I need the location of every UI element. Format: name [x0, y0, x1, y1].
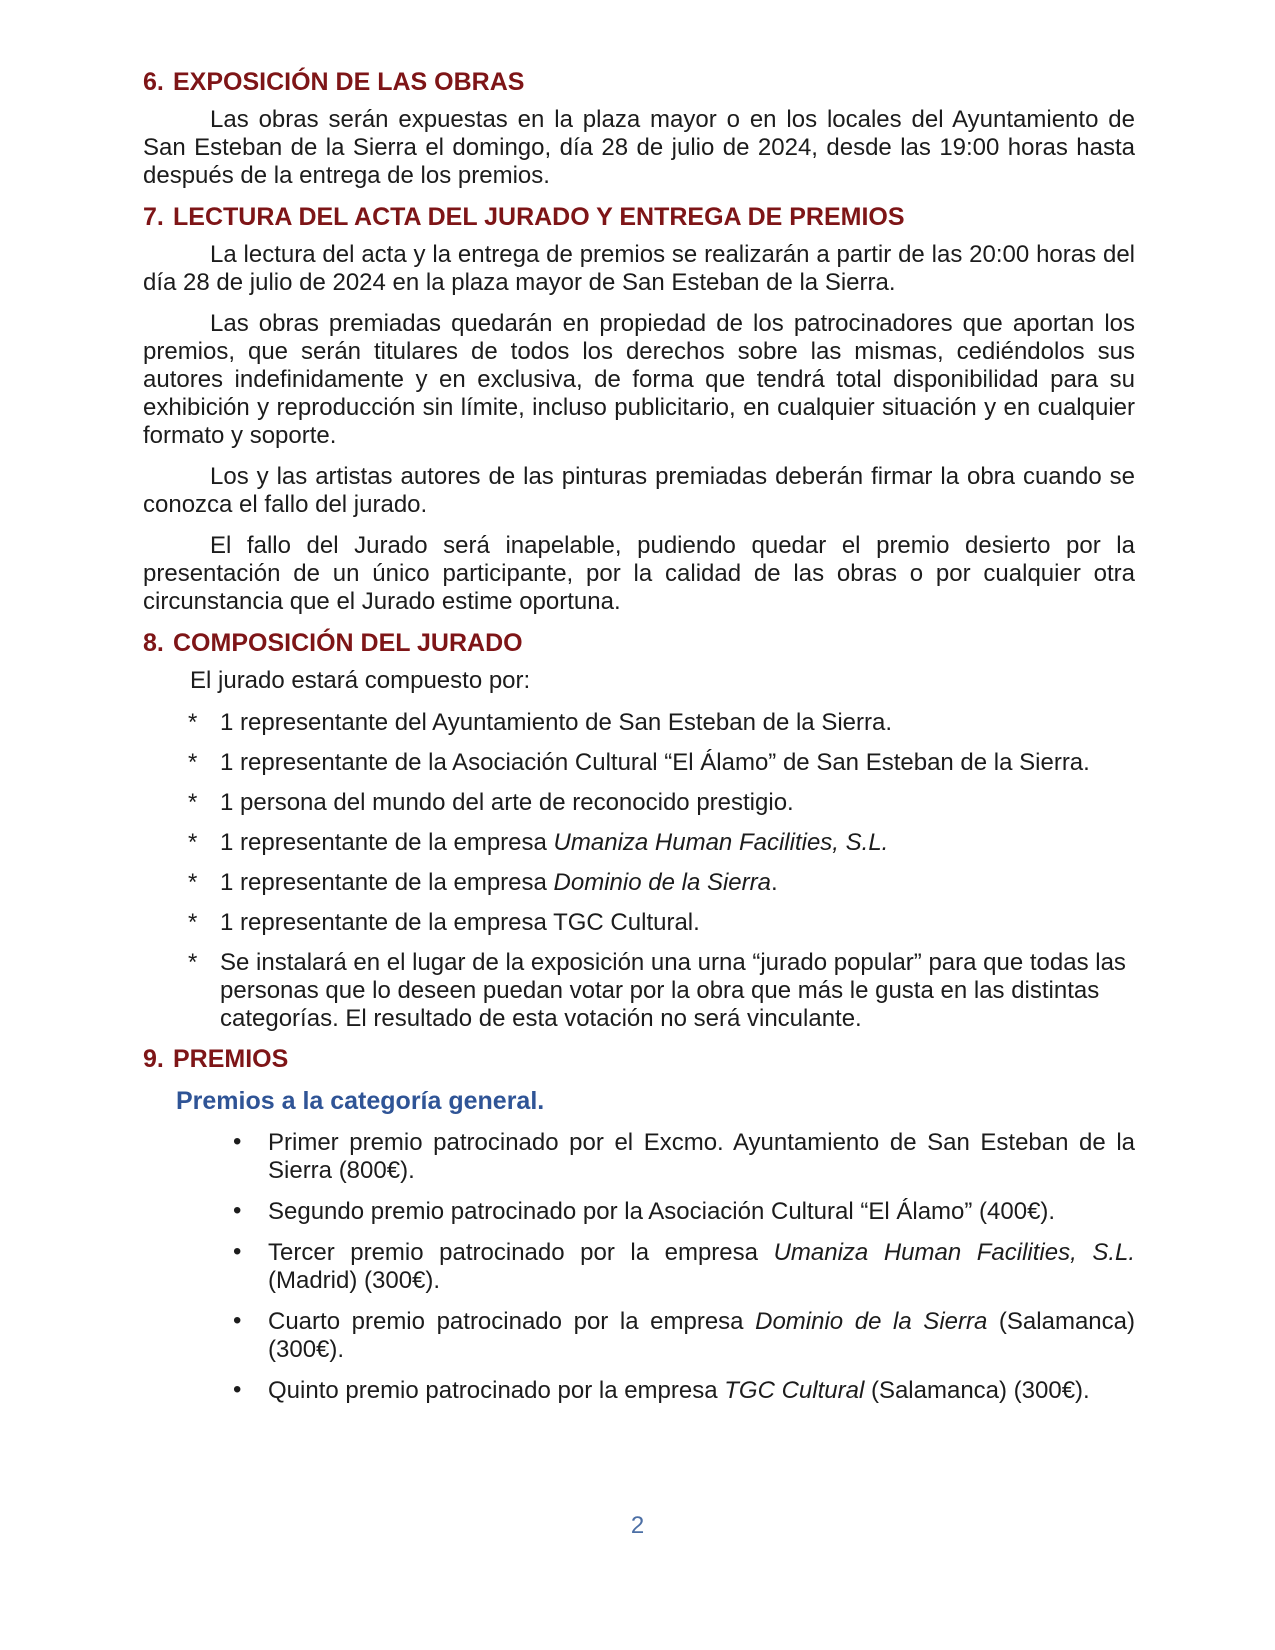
asterisk-bullet: * [188, 789, 198, 816]
jury-list [143, 709, 1135, 1033]
prize-list-item [143, 1308, 1135, 1364]
prize-list-item [143, 1198, 1135, 1226]
page-number: 2 [630, 1512, 645, 1539]
section-7-number: 7. [143, 203, 164, 231]
section-7-title: LECTURA DEL ACTA DEL JURADO Y ENTREGA DE PREMIOS [173, 203, 905, 231]
prize-item-text: Primer premio patrocinado por el Excmo. Ayuntamiento de San Esteban de la Sierra (800€). [268, 1129, 1135, 1184]
jury-item-text: . [770, 869, 778, 896]
asterisk-bullet: * [188, 709, 198, 736]
dot-bullet: • [233, 1376, 242, 1403]
jury-item-text: 1 representante del Ayuntamiento de San Esteban de la Sierra. [220, 709, 893, 736]
section-7-paragraph: El fallo del Jurado será inapelable, pudiendo quedar el premio desierto por la presentación de un único participante, por la calidad de las obras o por cualquier otra circunstancia que el Jurado estime oportuna. [143, 532, 1135, 615]
jury-item-text: 1 representante de la Asociación Cultural “El Álamo” de San Esteban de la Sierra. [220, 749, 1090, 776]
jury-list-item [143, 709, 1135, 737]
section-8-title: COMPOSICIÓN DEL JURADO [173, 629, 523, 657]
dot-bullet: • [233, 1238, 242, 1265]
prize-list-item [143, 1239, 1135, 1295]
jury-list-item [143, 829, 1135, 857]
asterisk-bullet: * [188, 869, 198, 896]
jury-list-item [143, 909, 1135, 937]
dot-bullet: • [233, 1128, 242, 1155]
jury-item-text: 1 representante de la empresa [220, 869, 554, 896]
jury-item-text-italic: Umaniza Human Facilities, S.L. [553, 829, 889, 856]
prizes-general-category-subheading: Premios a la categoría general. [176, 1087, 545, 1115]
prize-item-text: Segundo premio patrocinado por la Asociación Cultural “El Álamo” (400€). [268, 1198, 1056, 1225]
prize-item-text: (Madrid) (300€). [268, 1267, 441, 1294]
prize-list-item [143, 1129, 1135, 1185]
section-6-number: 6. [143, 68, 164, 96]
section-7-heading [143, 203, 1135, 231]
jury-list-item [143, 869, 1135, 897]
dot-bullet: • [233, 1307, 242, 1334]
asterisk-bullet: * [188, 749, 198, 776]
section-7-paragraph: La lectura del acta y la entrega de premios se realizarán a partir de las 20:00 horas del día 28 de julio de 2024 en la plaza mayor de San Esteban de la Sierra. [143, 241, 1135, 296]
section-7-paragraph: Las obras premiadas quedarán en propiedad de los patrocinadores que aportan los premios, que serán titulares de todos los derechos sobre las mismas, cediéndolos sus autores indefinidamente y en exclusiva, de forma que tendrá total disponibilidad para su exhibición y reproducción sin límite, incluso publicitario, en cualquier situación y en cualquier formato y soporte. [143, 310, 1135, 449]
jury-list-item [143, 949, 1135, 1033]
jury-list-item [143, 749, 1135, 777]
section-8-number: 8. [143, 629, 164, 657]
prize-item-text-italic: Umaniza Human Facilities, S.L. [773, 1239, 1136, 1266]
prize-item-text: Tercer premio patrocinado por la empresa [268, 1239, 774, 1266]
section-6-title: EXPOSICIÓN DE LAS OBRAS [173, 68, 525, 96]
prize-item-text: Quinto premio patrocinado por la empresa [268, 1377, 725, 1404]
jury-intro: El jurado estará compuesto por: [190, 667, 531, 694]
jury-list-item [143, 789, 1135, 817]
jury-item-text-italic: Dominio de la Sierra [553, 869, 771, 896]
section-6-paragraph: Las obras serán expuestas en la plaza mayor o en los locales del Ayuntamiento de San Esteban de la Sierra el domingo, día 28 de julio de 2024, desde las 19:00 horas hasta después de la entrega de los premios. [143, 106, 1135, 189]
section-8-heading [143, 629, 1135, 657]
prize-list [143, 1129, 1135, 1405]
asterisk-bullet: * [188, 949, 198, 976]
prize-item-text-italic: TGC Cultural [724, 1377, 865, 1404]
prize-item-text: (Salamanca) (300€). [864, 1377, 1090, 1404]
section-9-title: PREMIOS [173, 1045, 289, 1073]
asterisk-bullet: * [188, 829, 198, 856]
section-9-number: 9. [143, 1045, 164, 1073]
jury-item-text: 1 representante de la empresa [220, 829, 554, 856]
section-6-heading [143, 68, 1135, 96]
asterisk-bullet: * [188, 909, 198, 936]
section-7-paragraph: Los y las artistas autores de las pinturas premiadas deberán firmar la obra cuando se conozca el fallo del jurado. [143, 463, 1135, 518]
jury-item-text: 1 persona del mundo del arte de reconocido prestigio. [220, 789, 794, 816]
jury-item-text: Se instalará en el lugar de la exposición una urna “jurado popular” para que todas las personas que lo deseen puedan votar por la obra que más le gusta en las distintas categorías. El resultado de esta votación no será vinculante. [220, 949, 1126, 1032]
prize-item-text-italic: Dominio de la Sierra [755, 1308, 988, 1335]
prize-item-text: (Salamanca) (300€). [268, 1308, 1135, 1363]
section-9-heading [143, 1045, 1135, 1073]
prize-list-item [143, 1377, 1135, 1405]
jury-item-text: 1 representante de la empresa TGC Cultural. [220, 909, 700, 936]
prize-item-text: Cuarto premio patrocinado por la empresa [268, 1308, 756, 1335]
dot-bullet: • [233, 1197, 242, 1224]
